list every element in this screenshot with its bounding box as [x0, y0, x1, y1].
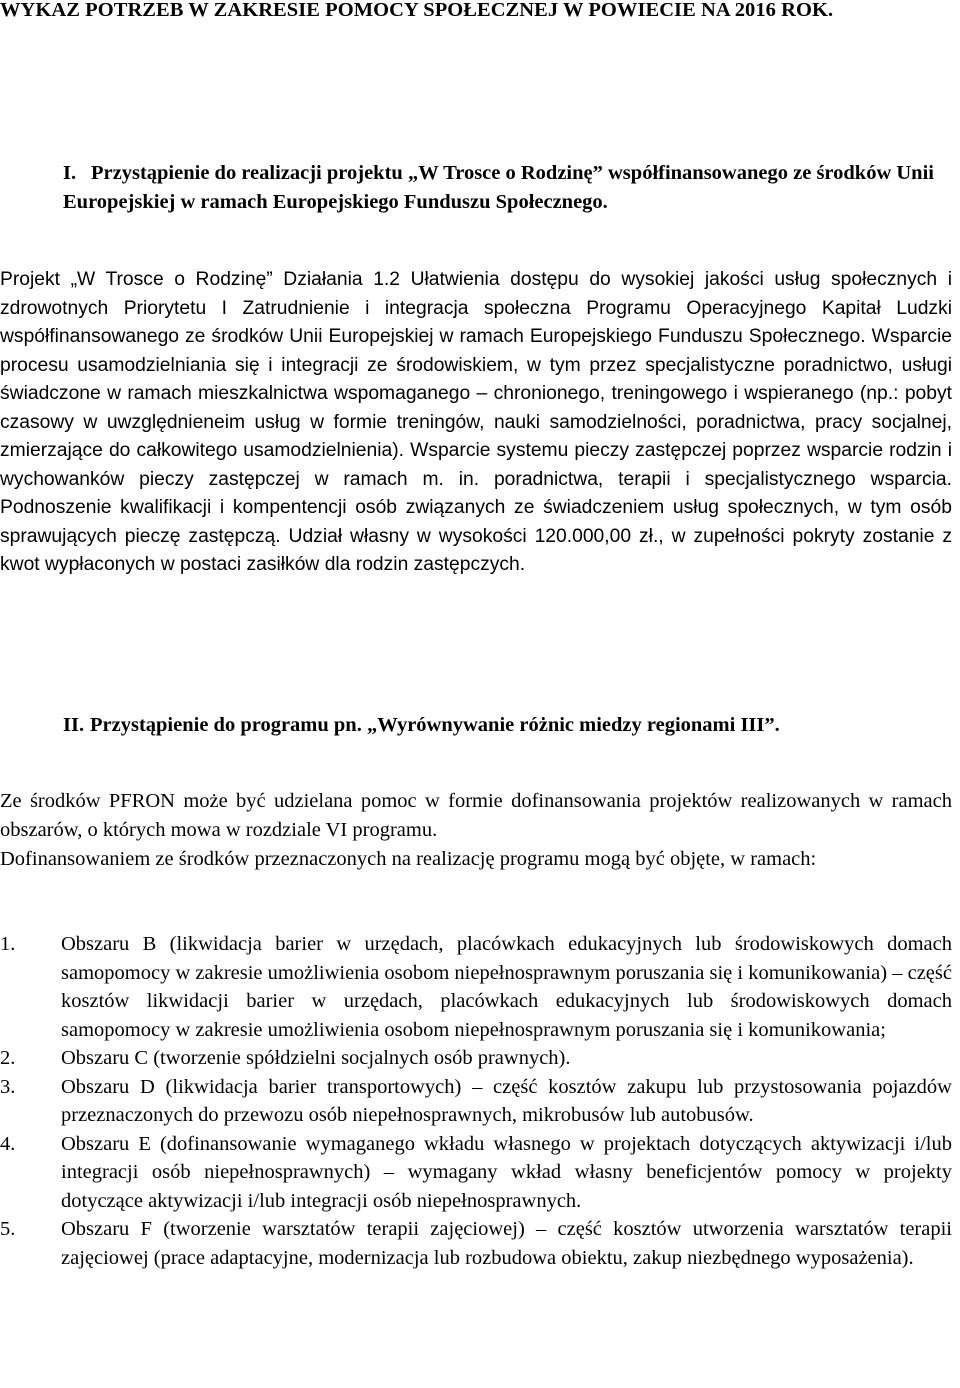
section-2-heading	[63, 711, 943, 740]
list-item-number: 2.	[0, 1047, 16, 1069]
list-item	[0, 1215, 952, 1272]
list-item-text: Obszaru B (likwidacja barier w urzędach, placówkach edukacyjnych lub środowiskowych domach samopomocy w zakresie umożliwienia osobom niepełnosprawnym poruszania się i komunikowania) – część kosztów likwidacji barier w urzędach, placówkach edukacyjnych lub środowiskowych domach samopomocy w zakresie umożliwienia osobom niepełnosprawnym poruszania się i komunikowania;	[61, 933, 952, 1041]
document-title: WYKAZ POTRZEB W ZAKRESIE POMOCY SPOŁECZNEJ W POWIECIE NA 2016 ROK.	[0, 0, 834, 21]
section-1-number: I.	[63, 162, 77, 184]
section-2-pfron-paragraph: Ze środków PFRON może być udzielana pomoc w formie dofinansowania projektów realizowanych w ramach obszarów, o których mowa w rozdziale VI programu.	[0, 790, 952, 841]
list-item	[0, 1130, 952, 1216]
list-item-text: Obszaru F (tworzenie warsztatów terapii zajęciowej) – część kosztów utworzenia warsztatów terapii zajęciowej (prace adaptacyjne, modernizacja lub rozbudowa obiektu, zakup niezbędnego wyposażenia).	[61, 1218, 952, 1269]
section-1-paragraph: Projekt „W Trosce o Rodzinę” Działania 1.2 Ułatwienia dostępu do wysokiej jakości usług społecznych i zdrowotnych Priorytetu I Zatrudnienie i integracja społeczna Programu Operacyjnego Kapitał Ludzki współfinansowanego ze środków Unii Europejskiej w ramach Europejskiego Funduszu Społecznego. Wsparcie procesu usamodzielniania się i integracji ze środowiskiem, w tym przez specjalistyczne poradnictwo, usługi świadczone w ramach mieszkalnictwa wspomaganego – chronionego, treningowego i wspieranego (np.: pobyt czasowy w uwzględnieneim usług w formie treningów, nauki samodzielności, poradnictwa, pracy socjalnej, zmierzające do całkowitego usamodzielnienia). Wsparcie systemu pieczy zastępczej poprzez wsparcie rodzin i wychowanków pieczy zastępczej w ramach m. in. poradnictwa, terapii i specjalistycznego wsparcia. Podnoszenie kwalifikacji i kompentencji osób związanych ze świadczeniem usług społecznych, w tym osób sprawujących pieczę zastępczą. Udział własny w wysokości 120.000,00 zł., w zupełności pokryty zostanie z kwot wypłaconych w postaci zasiłków dla rodzin zastępczych.	[0, 269, 952, 575]
list-item-number: 1.	[0, 933, 16, 955]
list-item-text: Obszaru C (tworzenie spółdzielni socjalnych osób prawnych).	[61, 1047, 571, 1069]
area-list	[0, 930, 952, 1272]
section-1-heading	[63, 159, 943, 216]
list-item	[0, 1044, 952, 1073]
list-item	[0, 930, 952, 1044]
list-item-number: 3.	[0, 1075, 16, 1098]
list-item-number: 4.	[0, 1132, 16, 1155]
list-item	[0, 1073, 952, 1130]
list-item-number: 5.	[0, 1218, 16, 1240]
section-1-title: Przystąpienie do realizacji projektu „W Trosce o Rodzinę” współfinansowanego ze środków Unii Europejskiej w ramach Europejskiego Funduszu Społecznego.	[63, 162, 934, 213]
list-item-text: Obszaru D (likwidacja barier transportowych) – część kosztów zakupu lub przystosowania pojazdów przeznaczonych do przewozu osób niepełnosprawnych, mikrobusów lub autobusów.	[61, 1075, 952, 1126]
section-2-title: Przystąpienie do programu pn. „Wyrównywanie różnic miedzy regionami III”.	[90, 714, 780, 736]
list-item-text: Obszaru E (dofinansowanie wymaganego wkładu własnego w projektach dotyczących aktywizacji i/lub integracji osób niepełnosprawnych) – wymagany wkład własny beneficjentów pomocy w projekty dotyczące aktywizacji i/lub integracji osób niepełnosprawnych.	[61, 1132, 952, 1212]
section-2-funding-paragraph: Dofinansowaniem ze środków przeznaczonych na realizację programu mogą być objęte, w ramach:	[0, 848, 817, 870]
section-2-number: II.	[63, 714, 85, 736]
